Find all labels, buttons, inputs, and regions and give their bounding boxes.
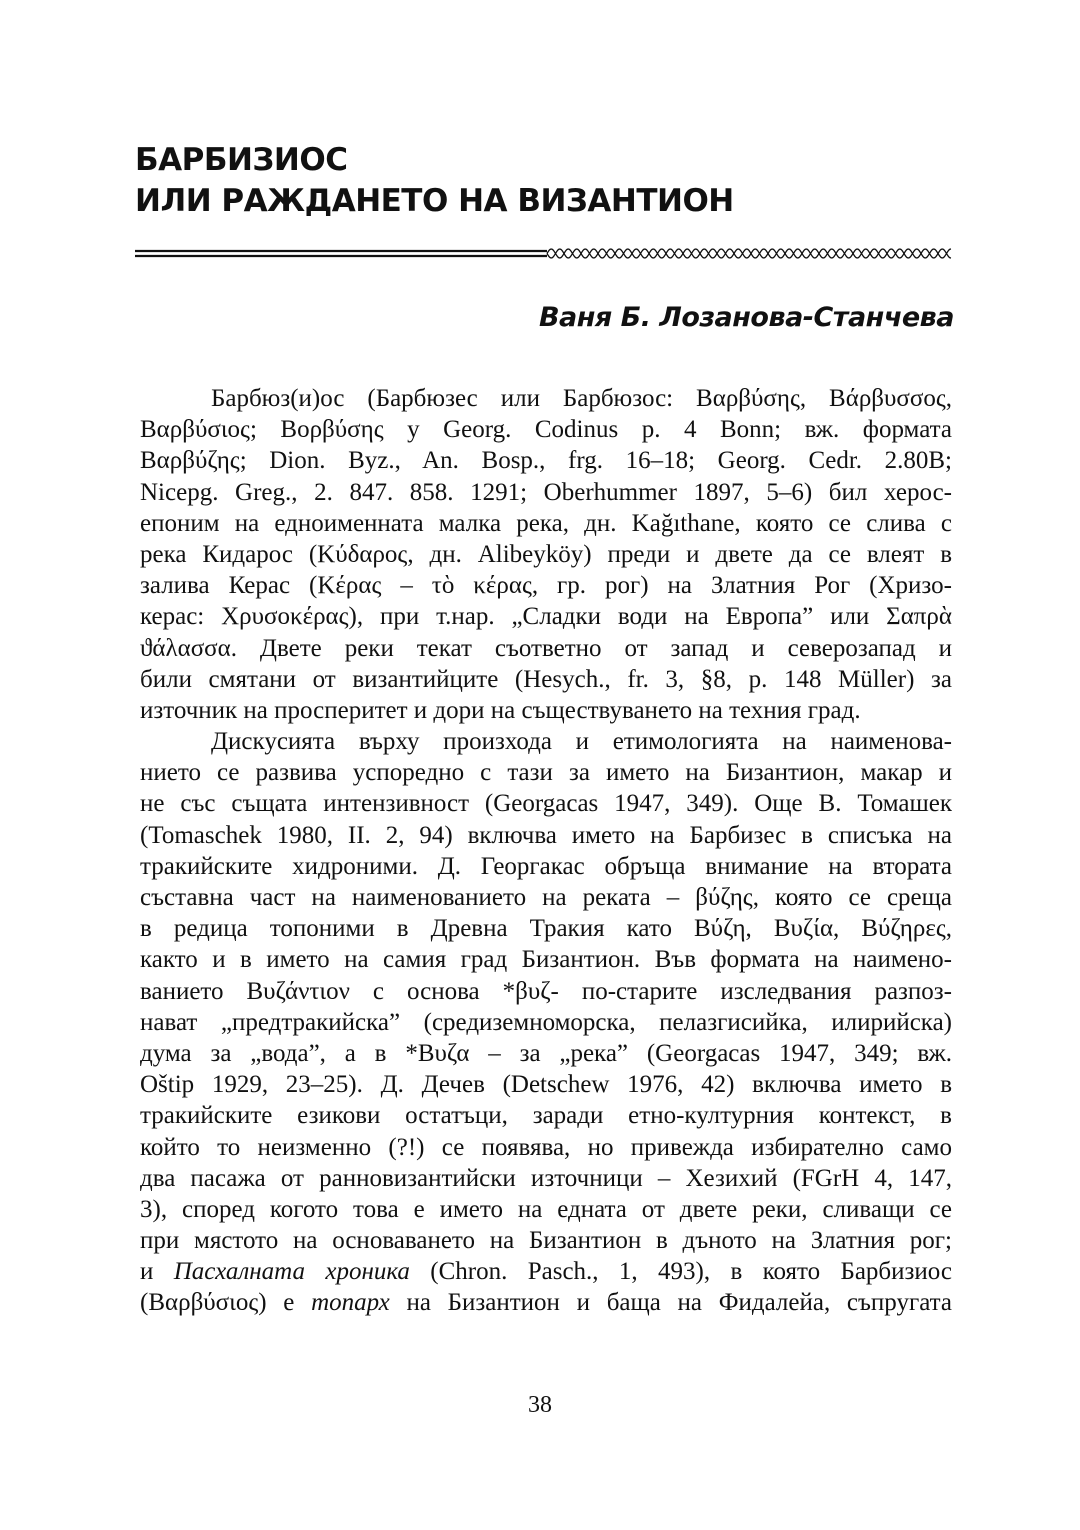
body-line: епоним на едноименната малка река, дн. Kağıthane, която се слива с (140, 509, 952, 537)
body-line: Дискусията върху произхода и етимологията на наименова- (211, 728, 952, 756)
body-line: Βαρβύσιος; Βορβύσης y Georg. Codinus p. 4 Bonn; вж. формата (140, 416, 952, 444)
body-line: залива Керас (Κέρας – τὸ κέρας, гр. рог) на Златния Рог (Хризо- (140, 572, 952, 600)
page-number: 38 (528, 1392, 552, 1418)
body-line: керас: Χρυσοκέρας), при т.нар. „Сладки води на Европа” или Σαπρὰ (140, 603, 952, 631)
body-line: дума за „вода”, а в *Βυζα – за „река” (Georgacas 1947, 349; вж. (140, 1039, 952, 1067)
body-line: нават „предтракийска” (средиземноморска, пелазгисийка, илирийска) (140, 1008, 952, 1036)
body-line: в редица топоними в Древна Тракия като Βύζη, Βυζία, Βύζηρες, (140, 915, 952, 943)
body-line: не със същата интензивност (Georgacas 1947, 349). Още В. Томашек (140, 790, 952, 818)
body-line: при мястото на основаването на Бизантион в дъното на Златния рог; (140, 1227, 952, 1255)
body-text-run: и (140, 1258, 174, 1286)
body-line: Барбюз(и)ос (Барбюзес или Барбюзос: Βαρβύσης, Βάρβυσσος, (211, 385, 952, 412)
body-text-run: (Chron. Pasch., 1, 493), в която Барбизиос (409, 1258, 952, 1286)
body-line: съставна част на наименованието на реката – βύζης, която се среща (140, 884, 952, 911)
body-line: Nicepg. Greg., 2. 847. 858. 1291; Oberhummer 1897, 5–6) бил херос- (140, 478, 952, 506)
body-line: както и в името на самия град Бизантион. Във формата на наимено- (140, 946, 952, 974)
decorative-rule (135, 243, 955, 265)
body-line (140, 1287, 952, 1318)
body-text-run: на Бизантион и баща на Фидалейа, съпругата (389, 1289, 952, 1317)
article-title-line-2: ИЛИ РАЖДАНЕТО НА ВИЗАНТИОН (135, 183, 734, 219)
body-line: Βαρβύζης; Dion. Byz., An. Bosp., frg. 16–18; Georg. Cedr. 2.80B; (140, 447, 952, 475)
body-line: ϑάλασσα. Двете реки текат съответно от запад и северозапад и (140, 634, 952, 662)
body-line: който то неизменно (?!) се появява, но привежда избирателно само (140, 1133, 952, 1161)
body-line: 3), според когото това е името на едната от двете реки, сливащи се (140, 1195, 952, 1223)
body-line (140, 1256, 952, 1287)
body-line: нието се развива успоредно с тази за името на Бизантион, макар и (140, 759, 952, 787)
body-line: Oštip 1929, 23–25). Д. Дечев (Detschew 1976, 42) включва името в (140, 1071, 952, 1099)
italic-title-paschal-chronicle: Пасхалната хроника (173, 1258, 410, 1286)
body-text-run: (Βαρβύσιος) е (140, 1289, 312, 1317)
body-line: тракийските хидроними. Д. Георгакас обръща внимание на втората (140, 852, 952, 880)
body-line: (Tomaschek 1980, II. 2, 94) включва името на Барбизес в списъка на (140, 821, 952, 849)
body-line: река Кидарос (Κύδαρος, дн. Alibeyköy) преди и двете да се влеят в (140, 540, 952, 568)
author-name: Ваня Б. Лозанова-Станчева (538, 302, 954, 333)
body-line: ванието Βυζάντιον с основа *βυζ- по-старите изследвания разпоз- (140, 977, 952, 1005)
body-line: източник на просперитет и дори на съществуването на техния град. (140, 696, 861, 724)
article-title (135, 140, 734, 222)
italic-term-toparch: топарх (311, 1289, 390, 1317)
body-line: били смятани от византийците (Hesych., fr. 3, §8, p. 148 Müller) за (140, 665, 952, 693)
body-line: два пасажа от ранновизантийски източници – Хезихий (FGrH 4, 147, (140, 1164, 952, 1192)
body-text (140, 383, 952, 1319)
body-line: тракийските езикови остатъци, заради етно-културния контекст, в (140, 1102, 952, 1130)
article-title-line-1: БАРБИЗИОС (135, 142, 348, 178)
